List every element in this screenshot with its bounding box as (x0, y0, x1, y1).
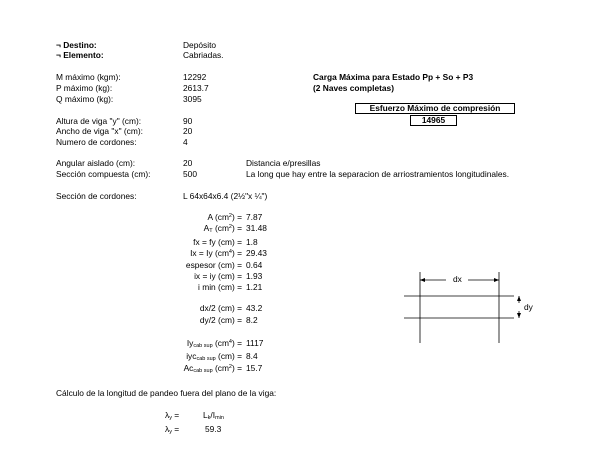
dy-half-value: 8.2 (246, 315, 258, 325)
angular-label: Angular aislado (cm): (56, 158, 136, 168)
elemento-label: ¬ Elemento: (56, 50, 104, 60)
m-max-value: 12292 (183, 72, 207, 82)
radius-label: ix = iy (cm) = (194, 271, 242, 281)
buckling-title: Cálculo de la longitud de pandeo fuera del plano de la viga: (56, 388, 277, 398)
seccion-cordones-value: L 64x64x6.4 (2½"x ¼") (183, 191, 268, 201)
lambda-value: 59.3 (205, 424, 222, 434)
imin-value: 1.21 (246, 282, 263, 292)
m-max-label: M máximo (kgm): (56, 72, 121, 82)
compuesta-label: Sección compuesta (cm): (56, 169, 151, 179)
q-max-value: 3095 (183, 94, 202, 104)
dx-arrow-left (420, 278, 425, 282)
altura-label: Altura de viga "y" (cm): (56, 116, 142, 126)
ac-cab-value: 15.7 (246, 363, 263, 373)
destino-label: ¬ Destino: (56, 40, 97, 50)
dy-arrow-top (517, 296, 521, 301)
dx-label: dx (453, 274, 462, 284)
ancho-value: 20 (183, 126, 193, 136)
cordones-count-value: 4 (183, 137, 188, 147)
dy-half-label: dy/2 (cm) = (199, 315, 242, 325)
area-value: 7.87 (246, 212, 263, 222)
imin-label: i min (cm) = (198, 282, 242, 292)
altura-value: 90 (183, 116, 193, 126)
lambda-label: $\lambda_y$ = (165, 410, 180, 421)
q-max-label: Q máximo (kg): (56, 94, 114, 104)
radius-value: 1.93 (246, 271, 263, 281)
seccion-cordones-label: Sección de cordones: (56, 191, 137, 201)
destino-value: Depósito (183, 40, 217, 50)
dx-half-label: dx/2 (cm) = (199, 303, 242, 313)
angular-value: 20 (183, 158, 193, 168)
load-case-subtitle: (2 Naves completas) (313, 83, 394, 93)
dx-arrow-right (494, 278, 499, 282)
iyc-cab-label: iyc$_{cab sup}$ (cm) = (186, 351, 242, 362)
iy-cab-value: 1117 (246, 338, 264, 348)
espesor-value: 0.64 (246, 260, 263, 270)
p-max-label: P máximo (kg): (56, 83, 113, 93)
compuesta-value: 500 (183, 169, 197, 179)
iyc-cab-value: 8.4 (246, 351, 258, 361)
angular-note: Distancia e/presillas (246, 158, 321, 168)
cordones-count-label: Numero de cordones: (56, 137, 137, 147)
area-label: A $(cm^2)$ = (207, 212, 242, 222)
fx-value: 1.8 (246, 237, 258, 247)
lambda-label-2: $\lambda_y$ = (165, 424, 180, 435)
area-total-value: 31.48 (246, 223, 267, 233)
ancho-label: Ancho de viga "x" (cm): (56, 126, 143, 136)
ac-cab-label: $Ac_{cab sup}$ $(cm^2)$ = (183, 363, 242, 374)
lambda-formula: $L_k/I_{min}$ (203, 410, 224, 421)
dy-label: dy (524, 302, 533, 312)
area-total-label: $A_T$ $(cm^2)$ = (203, 223, 242, 234)
dy-arrow-bottom (517, 313, 521, 318)
load-case-title: Carga Máxima para Estado Pp + So + P3 (313, 72, 474, 82)
compuesta-note: La long que hay entre la separacion de arriostramientos longitudinales. (246, 169, 510, 179)
stress-value-box: 14965 (410, 115, 457, 126)
inertia-value: 29.43 (246, 248, 267, 258)
iy-cab-label: $Iy_{cab sup}$ $(cm^4)$ = (186, 338, 242, 349)
elemento-value: Cabriadas. (183, 50, 224, 60)
fx-label: fx = fy (cm) = (193, 237, 242, 247)
espesor-label: espesor (cm) = (185, 260, 242, 270)
dx-half-value: 43.2 (246, 303, 263, 313)
p-max-value: 2613.7 (183, 83, 209, 93)
stress-label-box: Esfuerzo Máximo de compresión (355, 103, 515, 114)
inertia-label: Ix = Iy $(cm^4)$ = (190, 248, 242, 258)
